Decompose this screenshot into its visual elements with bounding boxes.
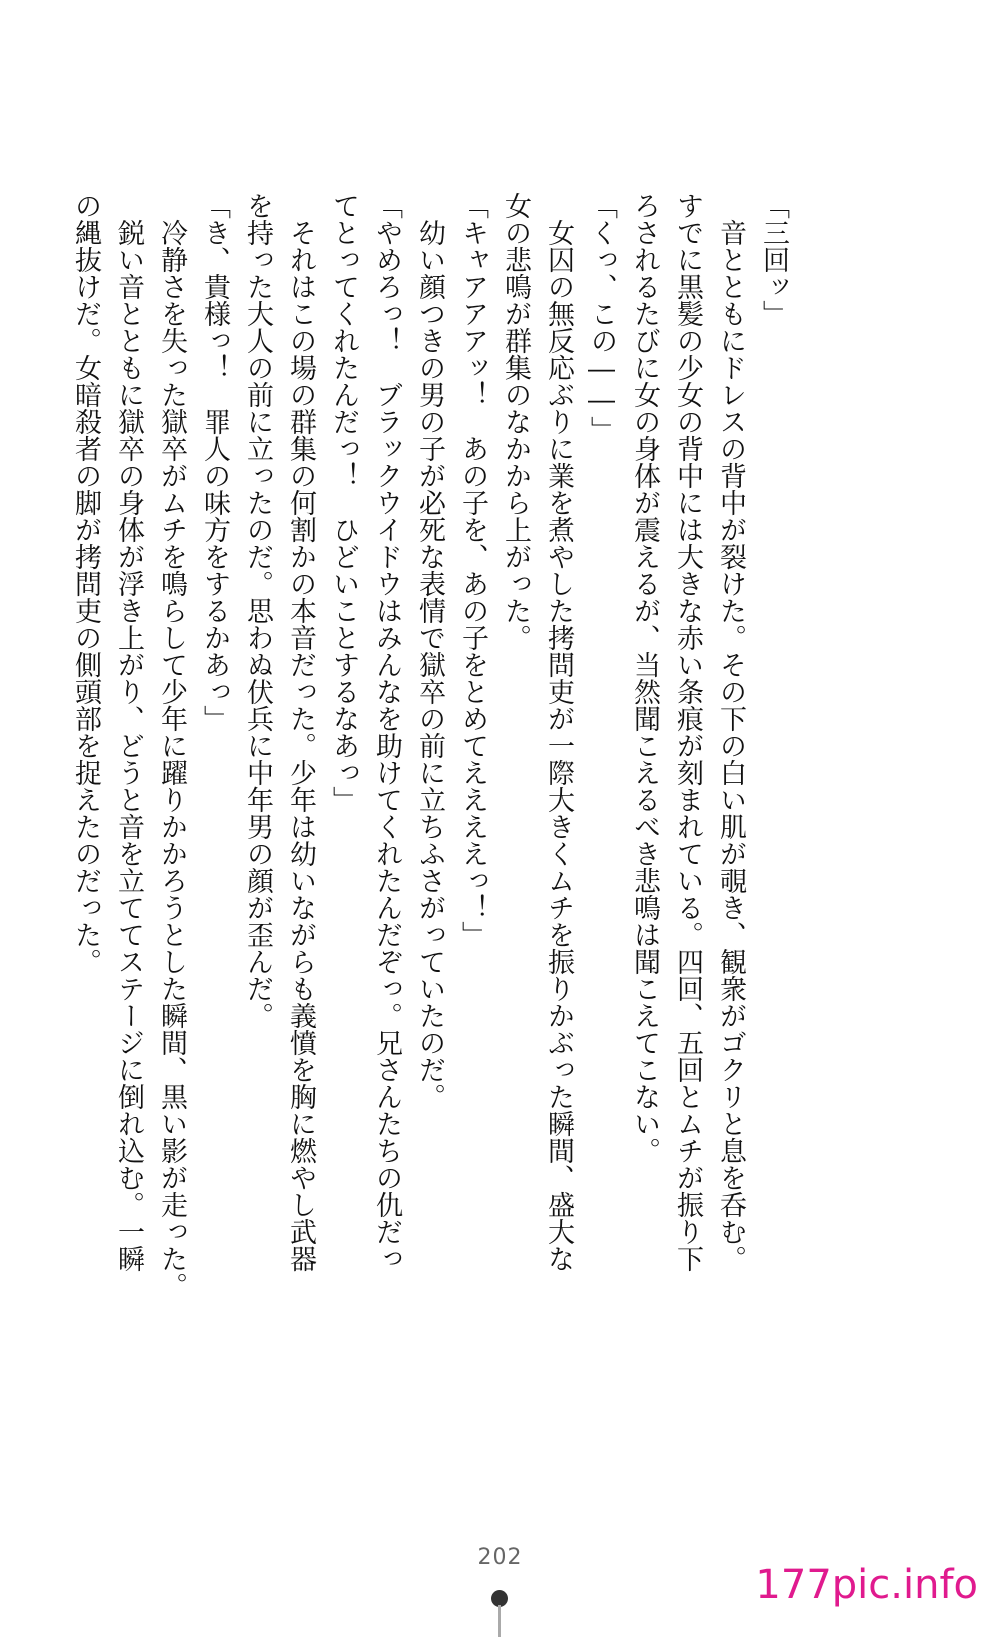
text-line: の縄抜けだ。女暗殺者の脚が拷問吏の側頭部を捉えたのだった。 <box>70 192 101 975</box>
text-line: 冷静さを失った獄卒がムチを鳴らして少年に躍りかかろうとした瞬間、黒い影が走った。 <box>156 192 187 1299</box>
text-line: 鋭い音とともに獄卒の身体が浮き上がり、どうと音を立ててステージに倒れ込む。一瞬 <box>113 192 144 1272</box>
text-line: 幼い顔つきの男の子が必死な表情で獄卒の前に立ちふさがっていたのだ。 <box>414 192 445 1110</box>
text-line: ろされるたびに女の身体が震えるが、当然聞こえるべき悲鳴は聞こえてこない。 <box>629 192 660 1164</box>
text-line: それはこの場の群集の何割かの本音だった。少年は幼いながらも義憤を胸に燃やし武器 <box>285 192 316 1272</box>
text-line: 音とともにドレスの背中が裂けた。その下の白い肌が覗き、観衆がゴクリと息を呑む。 <box>715 192 746 1272</box>
text-line: 「やめろっ！ ブラックウイドウはみんなを助けてくれたんだぞっ。兄さんたちの仇だっ <box>371 192 402 1272</box>
text-line: 「キャアアアッ！ あの子を、あの子をとめてええええっ！」 <box>457 192 488 948</box>
page-marker-stem <box>498 1605 501 1637</box>
text-line: てとってくれたんだっ！ ひどいことするなあっ」 <box>328 192 359 813</box>
watermark: 177pic.info <box>755 1562 978 1608</box>
text-line: 女囚の無反応ぶりに業を煮やした拷問吏が一際大きくムチを振りかぶった瞬間、盛大な <box>543 192 574 1272</box>
text-line: 女の悲鳴が群集のなかから上がった。 <box>500 192 531 651</box>
text-line: 「三回ッ」 <box>758 192 789 327</box>
text-line: 「くっ、この――」 <box>586 192 617 443</box>
text-line: 「き、貴様っ！ 罪人の味方をするかあっ」 <box>199 192 230 732</box>
vertical-text-block <box>64 192 795 1352</box>
page-number: 202 <box>477 1545 523 1570</box>
text-line: すでに黒髪の少女の背中には大きな赤い条痕が刻まれている。四回、五回とムチが振り下 <box>672 192 703 1272</box>
text-line: を持った大人の前に立ったのだ。思わぬ伏兵に中年男の顔が歪んだ。 <box>242 192 273 1029</box>
